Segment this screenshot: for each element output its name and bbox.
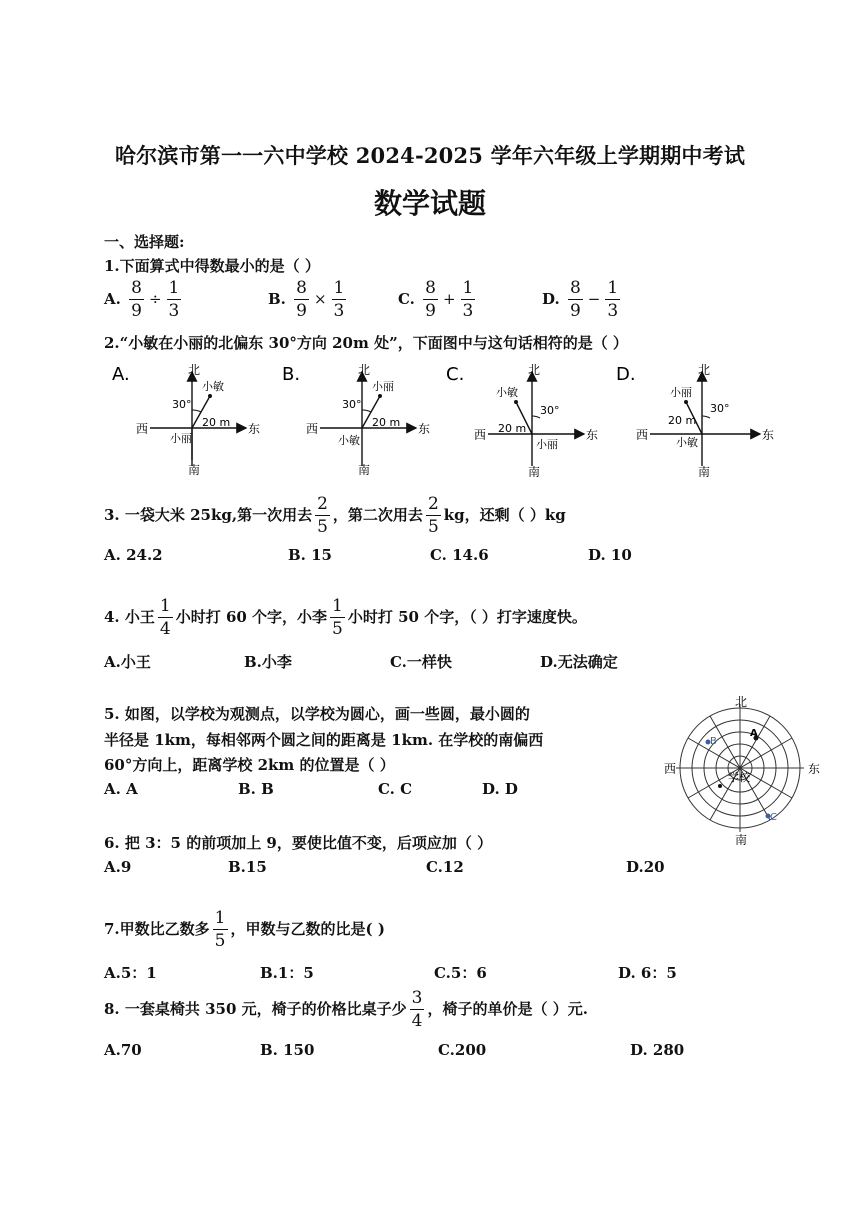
q6-option-b: B.15 xyxy=(228,858,267,876)
map-point-b-label: B xyxy=(710,736,717,747)
q5-option-c: C. C xyxy=(378,780,413,798)
operator: + xyxy=(442,290,456,308)
q3-option-b: B. 15 xyxy=(288,546,332,564)
fraction: $\frac{1}{3}$ xyxy=(462,278,474,321)
point-marker xyxy=(378,394,382,398)
fraction: $\frac{2}{5}$ xyxy=(427,494,439,537)
map-south-label: 南 xyxy=(735,833,748,847)
q5-line-3: 60°方向上，距离学校 2km 的位置是（ ） xyxy=(104,756,395,774)
south-label: 南 xyxy=(528,465,541,479)
fraction: $\frac{1}{4}$ xyxy=(159,596,171,639)
q7-option-c: C.5：6 xyxy=(434,964,487,982)
q2-diagram-a xyxy=(110,362,260,482)
angle-label: 30° xyxy=(342,398,362,411)
section-heading: 一、选择题: xyxy=(104,233,185,251)
fraction: $\frac{8}{9}$ xyxy=(569,278,581,321)
west-label: 西 xyxy=(136,422,149,436)
bottom-person-label: 小丽 xyxy=(170,432,192,445)
q7-option-b: B.1：5 xyxy=(260,964,314,982)
q7-stem: 7.甲数比乙数多 $\frac{1}{5}$ ，甲数与乙数的比是( ) xyxy=(104,908,385,951)
fraction: $\frac{8}{9}$ xyxy=(425,278,436,321)
q5-line-2: 半径是 1km，每相邻两个圆之间的距离是 1km. 在学校的南偏西 xyxy=(104,731,544,749)
south-label: 南 xyxy=(188,463,201,477)
q8-option-a: A.70 xyxy=(104,1041,142,1059)
q3-option-a: A. 24.2 xyxy=(104,546,163,564)
q2-diagram-b xyxy=(280,362,430,482)
distance-label: 20 m xyxy=(498,422,527,435)
q3-option-d: D. 10 xyxy=(588,546,632,564)
west-label: 西 xyxy=(636,428,649,442)
bottom-person-label: 小敏 xyxy=(338,434,360,447)
south-label: 南 xyxy=(358,463,371,477)
top-person-label: 小敏 xyxy=(496,386,518,399)
bottom-person-label: 小丽 xyxy=(536,438,558,451)
map-point-c-label: C xyxy=(770,812,777,823)
q6-option-a: A.9 xyxy=(104,858,132,876)
q8-option-d: D. 280 xyxy=(630,1041,685,1059)
south-label: 南 xyxy=(698,465,711,479)
q6-stem: 6. 把 3：5 的前项加上 9，要使比值不变，后项应加（ ） xyxy=(104,834,493,852)
q1-stem: 1.下面算式中得数最小的是（ ） xyxy=(104,257,320,275)
distance-label: 20 m xyxy=(372,416,401,429)
map-school-label: 学校 xyxy=(728,771,750,784)
distance-label: 20 m xyxy=(202,416,231,429)
q3-stem: 3. 一袋大米 25kg,第一次用去 $\frac{2}{5}$ ，第二次用去 $\frac{2}{5}$ kg，还剩（ ）kg xyxy=(104,494,566,537)
distance-label: 20 m xyxy=(668,414,697,427)
q8-option-b: B. 150 xyxy=(260,1041,315,1059)
q5-option-d: D. D xyxy=(482,780,518,798)
point-marker xyxy=(514,400,518,404)
fraction: $\frac{1}{5}$ xyxy=(332,596,343,639)
q5-line-1: 5. 如图，以学校为观测点，以学校为圆心，画一些圆，最小圆的 xyxy=(104,705,530,723)
east-label: 东 xyxy=(248,422,260,436)
q1-option-a xyxy=(104,280,184,320)
angle-label: 30° xyxy=(540,404,560,417)
diagram-letter: A. xyxy=(112,364,130,385)
point-d-marker xyxy=(718,784,722,788)
east-label: 东 xyxy=(586,428,599,442)
point-marker xyxy=(208,394,212,398)
fraction: $\frac{8}{9}$ xyxy=(296,278,307,321)
angle-arc xyxy=(192,410,201,412)
map-west-label: 西 xyxy=(664,762,677,776)
q3-option-c: C. 14.6 xyxy=(430,546,489,564)
q4-option-a: A.小王 xyxy=(104,653,151,671)
diagram-letter: C. xyxy=(446,364,465,385)
q7-option-d: D. 6：5 xyxy=(618,964,677,982)
q8-option-c: C.200 xyxy=(438,1041,487,1059)
point-marker xyxy=(684,400,688,404)
q8-stem: 8. 一套桌椅共 350 元，椅子的价格比桌子少 $\frac{3}{4}$ ，椅子的单价是（ ）元. xyxy=(104,988,588,1031)
east-label: 东 xyxy=(762,428,774,442)
map-north-label: 北 xyxy=(735,695,748,709)
fraction: $\frac{1}{3}$ xyxy=(168,278,180,321)
top-person-label: 小敏 xyxy=(202,380,224,393)
top-person-label: 小丽 xyxy=(372,380,394,393)
west-label: 西 xyxy=(306,422,319,436)
map-east-label: 东 xyxy=(808,762,821,776)
fraction: $\frac{8}{9}$ xyxy=(131,278,142,321)
operator: ÷ xyxy=(148,290,162,308)
angle-arc xyxy=(532,416,540,418)
option-letter: D. xyxy=(542,290,560,308)
north-label: 北 xyxy=(698,363,711,377)
q1-option-c xyxy=(398,280,478,320)
option-letter: B. xyxy=(268,290,286,308)
q4-option-c: C.一样快 xyxy=(390,653,452,671)
map-point-a-label: A xyxy=(750,728,758,739)
angle-arc xyxy=(702,416,710,418)
fraction: $\frac{1}{3}$ xyxy=(607,278,619,321)
west-label: 西 xyxy=(474,428,487,442)
angle-label: 30° xyxy=(710,402,730,415)
north-label: 北 xyxy=(528,363,541,377)
operator: − xyxy=(587,290,601,308)
q1-option-b xyxy=(268,280,349,320)
operator: × xyxy=(313,290,327,308)
q7-option-a: A.5：1 xyxy=(104,964,157,982)
q2-diagram-c xyxy=(444,362,604,482)
q2-diagram-d xyxy=(614,362,774,482)
diagram-letter: D. xyxy=(616,364,636,385)
angle-arc xyxy=(362,410,371,412)
fraction: $\frac{2}{5}$ xyxy=(317,494,328,537)
north-label: 北 xyxy=(188,363,201,377)
q6-option-d: D.20 xyxy=(626,858,665,876)
exam-title: 哈尔滨市第一一六中学校 2024-2025 学年六年级上学期期中考试 xyxy=(114,143,746,168)
top-person-label: 小丽 xyxy=(670,386,692,399)
q4-stem: 4. 小王 $\frac{1}{4}$ 小时打 60 个字，小李 $\frac{1}{5}$ 小时打 50 个字，（ ）打字速度快。 xyxy=(104,596,587,639)
q1-option-d xyxy=(542,280,623,320)
q5-map-diagram xyxy=(664,692,824,848)
exam-subtitle: 数学试题 xyxy=(373,187,486,220)
q2-stem: 2.“小敏在小丽的北偏东 30°方向 20m 处”，下面图中与这句话相符的是（ ） xyxy=(104,334,628,352)
q4-option-b: B.小李 xyxy=(244,653,292,671)
q5-option-b: B. B xyxy=(238,780,274,798)
bottom-person-label: 小敏 xyxy=(676,436,698,449)
q5-option-a: A. A xyxy=(104,780,138,798)
angle-label: 30° xyxy=(172,398,192,411)
fraction: $\frac{1}{5}$ xyxy=(214,908,226,951)
fraction: $\frac{3}{4}$ xyxy=(411,988,423,1031)
option-letter: A. xyxy=(104,290,121,308)
option-letter: C. xyxy=(398,290,415,308)
q6-option-c: C.12 xyxy=(426,858,464,876)
q4-option-d: D.无法确定 xyxy=(540,653,618,671)
diagram-letter: B. xyxy=(282,364,301,385)
north-label: 北 xyxy=(358,363,371,377)
east-label: 东 xyxy=(418,422,430,436)
fraction: $\frac{1}{3}$ xyxy=(333,278,345,321)
